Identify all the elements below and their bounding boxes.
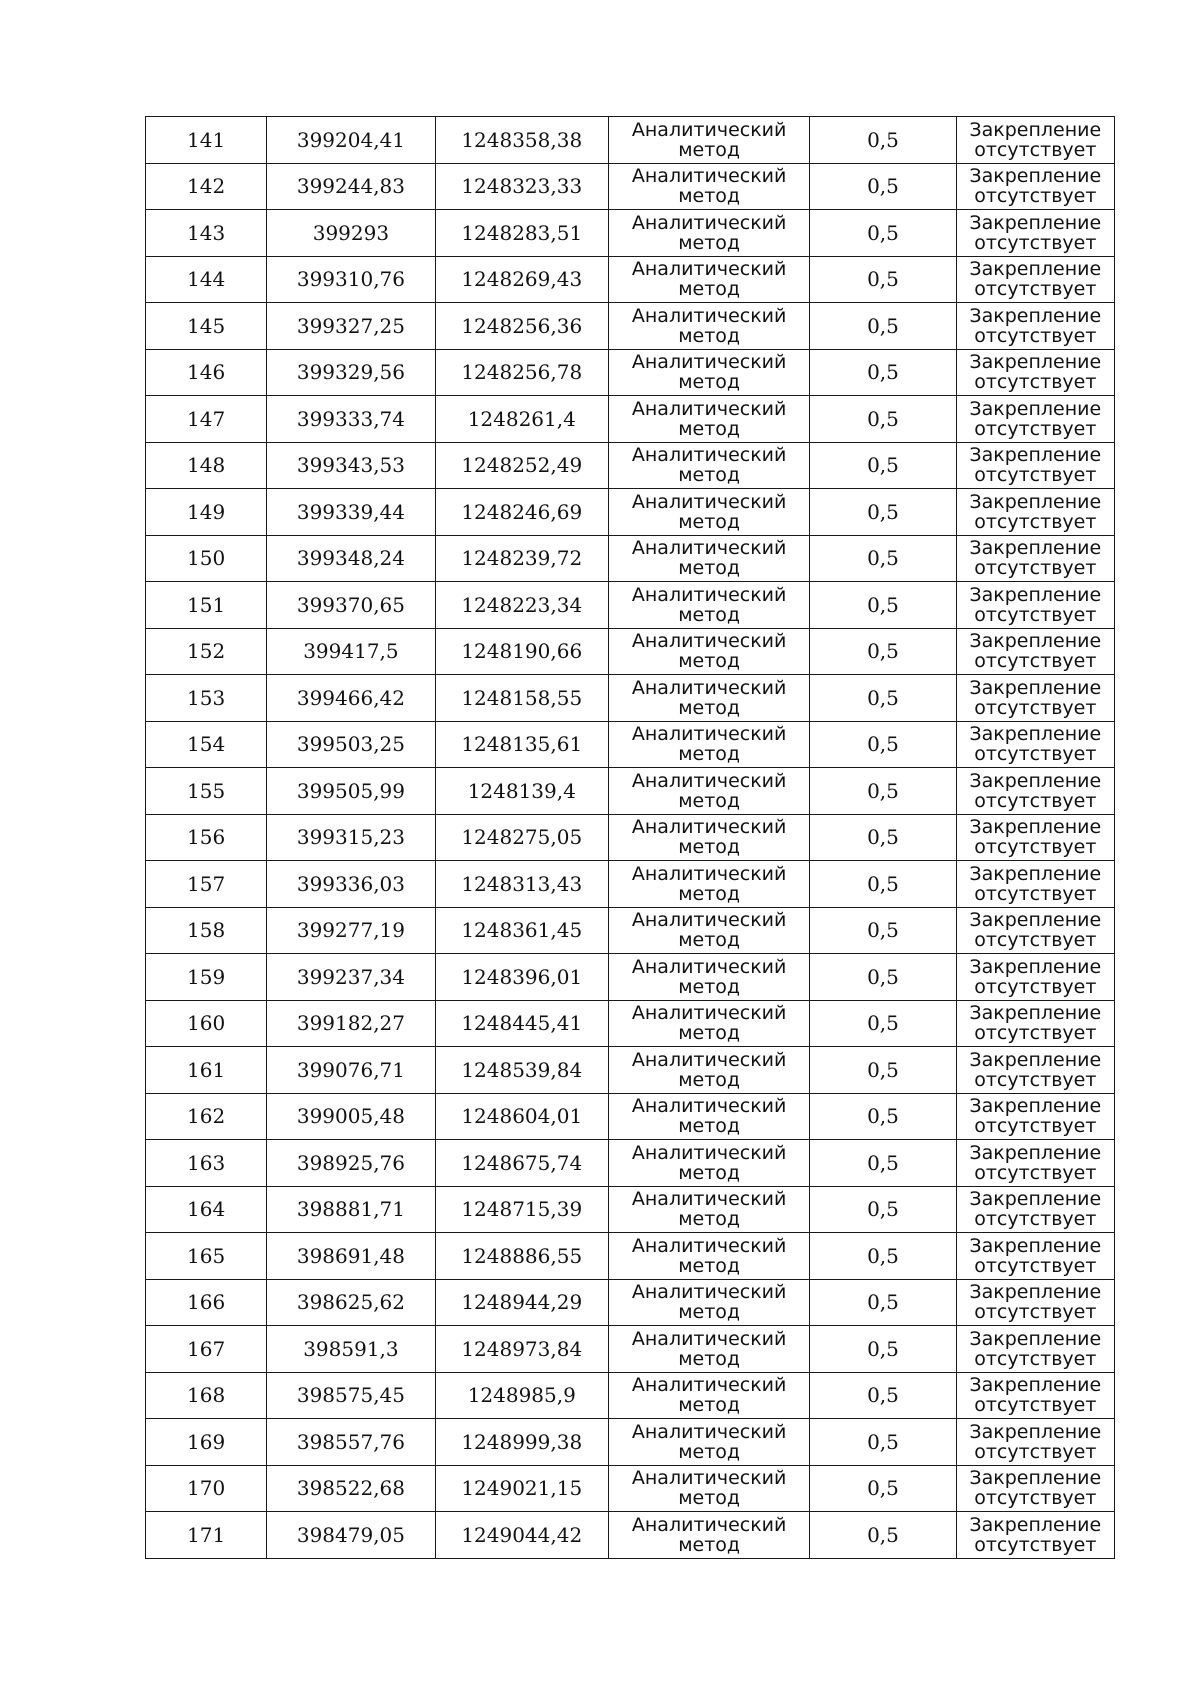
accuracy-cell: 0,5 <box>810 535 956 582</box>
table-row <box>146 582 1115 629</box>
fixing-description-cell: Закрепление отсутствует <box>956 1512 1114 1559</box>
method-cell: Аналитический метод <box>608 256 809 303</box>
y-coordinate-cell: 1248361,45 <box>435 907 608 954</box>
method-cell: Аналитический метод <box>608 163 809 210</box>
method-cell: Аналитический метод <box>608 349 809 396</box>
table-row <box>146 907 1115 954</box>
fixing-description-cell: Закрепление отсутствует <box>956 256 1114 303</box>
accuracy-cell: 0,5 <box>810 210 956 257</box>
x-coordinate-cell: 399339,44 <box>267 489 435 536</box>
x-coordinate-cell: 398479,05 <box>267 1512 435 1559</box>
table-row <box>146 489 1115 536</box>
point-number-cell: 157 <box>146 861 267 908</box>
fixing-description-cell: Закрепление отсутствует <box>956 1047 1114 1094</box>
point-number-cell: 158 <box>146 907 267 954</box>
point-number-cell: 166 <box>146 1279 267 1326</box>
y-coordinate-cell: 1248135,61 <box>435 721 608 768</box>
fixing-description-cell: Закрепление отсутствует <box>956 1233 1114 1280</box>
y-coordinate-cell: 1248715,39 <box>435 1186 608 1233</box>
table-row <box>146 163 1115 210</box>
point-number-cell: 152 <box>146 628 267 675</box>
x-coordinate-cell: 399417,5 <box>267 628 435 675</box>
table-row <box>146 349 1115 396</box>
x-coordinate-cell: 399315,23 <box>267 814 435 861</box>
accuracy-cell: 0,5 <box>810 1047 956 1094</box>
fixing-description-cell: Закрепление отсутствует <box>956 1465 1114 1512</box>
table-row <box>146 210 1115 257</box>
point-number-cell: 153 <box>146 675 267 722</box>
y-coordinate-cell: 1248396,01 <box>435 954 608 1001</box>
accuracy-cell: 0,5 <box>810 163 956 210</box>
accuracy-cell: 0,5 <box>810 1419 956 1466</box>
x-coordinate-cell: 399005,48 <box>267 1093 435 1140</box>
x-coordinate-cell: 399336,03 <box>267 861 435 908</box>
accuracy-cell: 0,5 <box>810 1372 956 1419</box>
fixing-description-cell: Закрепление отсутствует <box>956 1093 1114 1140</box>
accuracy-cell: 0,5 <box>810 1326 956 1373</box>
point-number-cell: 165 <box>146 1233 267 1280</box>
accuracy-cell: 0,5 <box>810 442 956 489</box>
x-coordinate-cell: 399310,76 <box>267 256 435 303</box>
method-cell: Аналитический метод <box>608 814 809 861</box>
table-row <box>146 768 1115 815</box>
accuracy-cell: 0,5 <box>810 1000 956 1047</box>
y-coordinate-cell: 1248246,69 <box>435 489 608 536</box>
table-row <box>146 1000 1115 1047</box>
method-cell: Аналитический метод <box>608 210 809 257</box>
fixing-description-cell: Закрепление отсутствует <box>956 396 1114 443</box>
y-coordinate-cell: 1248223,34 <box>435 582 608 629</box>
fixing-description-cell: Закрепление отсутствует <box>956 1000 1114 1047</box>
table-row <box>146 1186 1115 1233</box>
y-coordinate-cell: 1248886,55 <box>435 1233 608 1280</box>
table-row <box>146 1465 1115 1512</box>
method-cell: Аналитический метод <box>608 721 809 768</box>
table-row <box>146 861 1115 908</box>
y-coordinate-cell: 1248445,41 <box>435 1000 608 1047</box>
x-coordinate-cell: 399503,25 <box>267 721 435 768</box>
coordinates-table <box>145 116 1115 1559</box>
table-row <box>146 1326 1115 1373</box>
accuracy-cell: 0,5 <box>810 303 956 350</box>
fixing-description-cell: Закрепление отсутствует <box>956 535 1114 582</box>
y-coordinate-cell: 1248539,84 <box>435 1047 608 1094</box>
y-coordinate-cell: 1249021,15 <box>435 1465 608 1512</box>
fixing-description-cell: Закрепление отсутствует <box>956 1279 1114 1326</box>
method-cell: Аналитический метод <box>608 1419 809 1466</box>
x-coordinate-cell: 399329,56 <box>267 349 435 396</box>
accuracy-cell: 0,5 <box>810 721 956 768</box>
table-row <box>146 117 1115 164</box>
table-row <box>146 1419 1115 1466</box>
method-cell: Аналитический метод <box>608 1093 809 1140</box>
y-coordinate-cell: 1248256,36 <box>435 303 608 350</box>
x-coordinate-cell: 399343,53 <box>267 442 435 489</box>
method-cell: Аналитический метод <box>608 1233 809 1280</box>
method-cell: Аналитический метод <box>608 628 809 675</box>
accuracy-cell: 0,5 <box>810 1465 956 1512</box>
x-coordinate-cell: 399244,83 <box>267 163 435 210</box>
method-cell: Аналитический метод <box>608 535 809 582</box>
x-coordinate-cell: 399204,41 <box>267 117 435 164</box>
fixing-description-cell: Закрепление отсутствует <box>956 628 1114 675</box>
y-coordinate-cell: 1248252,49 <box>435 442 608 489</box>
fixing-description-cell: Закрепление отсутствует <box>956 861 1114 908</box>
table-row <box>146 675 1115 722</box>
fixing-description-cell: Закрепление отсутствует <box>956 442 1114 489</box>
method-cell: Аналитический метод <box>608 303 809 350</box>
fixing-description-cell: Закрепление отсутствует <box>956 675 1114 722</box>
accuracy-cell: 0,5 <box>810 582 956 629</box>
accuracy-cell: 0,5 <box>810 396 956 443</box>
point-number-cell: 154 <box>146 721 267 768</box>
accuracy-cell: 0,5 <box>810 1512 956 1559</box>
fixing-description-cell: Закрепление отсутствует <box>956 1419 1114 1466</box>
method-cell: Аналитический метод <box>608 396 809 443</box>
method-cell: Аналитический метод <box>608 954 809 1001</box>
x-coordinate-cell: 399237,34 <box>267 954 435 1001</box>
fixing-description-cell: Закрепление отсутствует <box>956 210 1114 257</box>
point-number-cell: 145 <box>146 303 267 350</box>
table-row <box>146 442 1115 489</box>
accuracy-cell: 0,5 <box>810 1279 956 1326</box>
y-coordinate-cell: 1248275,05 <box>435 814 608 861</box>
y-coordinate-cell: 1248323,33 <box>435 163 608 210</box>
table-row <box>146 954 1115 1001</box>
fixing-description-cell: Закрепление отсутствует <box>956 303 1114 350</box>
method-cell: Аналитический метод <box>608 489 809 536</box>
table-row <box>146 1140 1115 1187</box>
y-coordinate-cell: 1248944,29 <box>435 1279 608 1326</box>
fixing-description-cell: Закрепление отсутствует <box>956 1326 1114 1373</box>
point-number-cell: 146 <box>146 349 267 396</box>
y-coordinate-cell: 1248675,74 <box>435 1140 608 1187</box>
point-number-cell: 147 <box>146 396 267 443</box>
x-coordinate-cell: 399348,24 <box>267 535 435 582</box>
method-cell: Аналитический метод <box>608 861 809 908</box>
point-number-cell: 163 <box>146 1140 267 1187</box>
method-cell: Аналитический метод <box>608 582 809 629</box>
point-number-cell: 161 <box>146 1047 267 1094</box>
table-row <box>146 814 1115 861</box>
x-coordinate-cell: 399277,19 <box>267 907 435 954</box>
x-coordinate-cell: 399327,25 <box>267 303 435 350</box>
x-coordinate-cell: 399293 <box>267 210 435 257</box>
method-cell: Аналитический метод <box>608 1326 809 1373</box>
point-number-cell: 170 <box>146 1465 267 1512</box>
y-coordinate-cell: 1248239,72 <box>435 535 608 582</box>
point-number-cell: 151 <box>146 582 267 629</box>
y-coordinate-cell: 1248261,4 <box>435 396 608 443</box>
point-number-cell: 167 <box>146 1326 267 1373</box>
point-number-cell: 160 <box>146 1000 267 1047</box>
y-coordinate-cell: 1248973,84 <box>435 1326 608 1373</box>
point-number-cell: 164 <box>146 1186 267 1233</box>
table-row <box>146 396 1115 443</box>
accuracy-cell: 0,5 <box>810 814 956 861</box>
x-coordinate-cell: 398691,48 <box>267 1233 435 1280</box>
x-coordinate-cell: 398881,71 <box>267 1186 435 1233</box>
accuracy-cell: 0,5 <box>810 489 956 536</box>
table-row <box>146 1093 1115 1140</box>
x-coordinate-cell: 398591,3 <box>267 1326 435 1373</box>
method-cell: Аналитический метод <box>608 117 809 164</box>
y-coordinate-cell: 1249044,42 <box>435 1512 608 1559</box>
point-number-cell: 142 <box>146 163 267 210</box>
point-number-cell: 168 <box>146 1372 267 1419</box>
point-number-cell: 162 <box>146 1093 267 1140</box>
accuracy-cell: 0,5 <box>810 628 956 675</box>
accuracy-cell: 0,5 <box>810 675 956 722</box>
fixing-description-cell: Закрепление отсутствует <box>956 582 1114 629</box>
table-row <box>146 303 1115 350</box>
table-row <box>146 1279 1115 1326</box>
method-cell: Аналитический метод <box>608 1372 809 1419</box>
fixing-description-cell: Закрепление отсутствует <box>956 349 1114 396</box>
x-coordinate-cell: 399466,42 <box>267 675 435 722</box>
y-coordinate-cell: 1248604,01 <box>435 1093 608 1140</box>
method-cell: Аналитический метод <box>608 1279 809 1326</box>
accuracy-cell: 0,5 <box>810 349 956 396</box>
fixing-description-cell: Закрепление отсутствует <box>956 489 1114 536</box>
y-coordinate-cell: 1248283,51 <box>435 210 608 257</box>
fixing-description-cell: Закрепление отсутствует <box>956 954 1114 1001</box>
fixing-description-cell: Закрепление отсутствует <box>956 1372 1114 1419</box>
point-number-cell: 148 <box>146 442 267 489</box>
method-cell: Аналитический метод <box>608 1186 809 1233</box>
fixing-description-cell: Закрепление отсутствует <box>956 117 1114 164</box>
accuracy-cell: 0,5 <box>810 768 956 815</box>
table-row <box>146 1047 1115 1094</box>
point-number-cell: 150 <box>146 535 267 582</box>
point-number-cell: 169 <box>146 1419 267 1466</box>
accuracy-cell: 0,5 <box>810 1186 956 1233</box>
fixing-description-cell: Закрепление отсутствует <box>956 814 1114 861</box>
table-row <box>146 1512 1115 1559</box>
y-coordinate-cell: 1248358,38 <box>435 117 608 164</box>
x-coordinate-cell: 399076,71 <box>267 1047 435 1094</box>
point-number-cell: 141 <box>146 117 267 164</box>
accuracy-cell: 0,5 <box>810 907 956 954</box>
fixing-description-cell: Закрепление отсутствует <box>956 1140 1114 1187</box>
accuracy-cell: 0,5 <box>810 117 956 164</box>
method-cell: Аналитический метод <box>608 768 809 815</box>
point-number-cell: 149 <box>146 489 267 536</box>
method-cell: Аналитический метод <box>608 1140 809 1187</box>
x-coordinate-cell: 398522,68 <box>267 1465 435 1512</box>
table-row <box>146 1372 1115 1419</box>
x-coordinate-cell: 399370,65 <box>267 582 435 629</box>
x-coordinate-cell: 398925,76 <box>267 1140 435 1187</box>
fixing-description-cell: Закрепление отсутствует <box>956 721 1114 768</box>
method-cell: Аналитический метод <box>608 442 809 489</box>
x-coordinate-cell: 398625,62 <box>267 1279 435 1326</box>
table-row <box>146 628 1115 675</box>
x-coordinate-cell: 398575,45 <box>267 1372 435 1419</box>
point-number-cell: 155 <box>146 768 267 815</box>
method-cell: Аналитический метод <box>608 1000 809 1047</box>
method-cell: Аналитический метод <box>608 1047 809 1094</box>
fixing-description-cell: Закрепление отсутствует <box>956 1186 1114 1233</box>
method-cell: Аналитический метод <box>608 907 809 954</box>
accuracy-cell: 0,5 <box>810 1093 956 1140</box>
point-number-cell: 159 <box>146 954 267 1001</box>
point-number-cell: 171 <box>146 1512 267 1559</box>
fixing-description-cell: Закрепление отсутствует <box>956 163 1114 210</box>
y-coordinate-cell: 1248999,38 <box>435 1419 608 1466</box>
accuracy-cell: 0,5 <box>810 861 956 908</box>
y-coordinate-cell: 1248256,78 <box>435 349 608 396</box>
y-coordinate-cell: 1248139,4 <box>435 768 608 815</box>
x-coordinate-cell: 399182,27 <box>267 1000 435 1047</box>
point-number-cell: 144 <box>146 256 267 303</box>
accuracy-cell: 0,5 <box>810 954 956 1001</box>
point-number-cell: 143 <box>146 210 267 257</box>
point-number-cell: 156 <box>146 814 267 861</box>
table-body <box>146 117 1115 1559</box>
x-coordinate-cell: 399505,99 <box>267 768 435 815</box>
fixing-description-cell: Закрепление отсутствует <box>956 768 1114 815</box>
table-row <box>146 721 1115 768</box>
table-row <box>146 535 1115 582</box>
x-coordinate-cell: 399333,74 <box>267 396 435 443</box>
y-coordinate-cell: 1248158,55 <box>435 675 608 722</box>
y-coordinate-cell: 1248313,43 <box>435 861 608 908</box>
x-coordinate-cell: 398557,76 <box>267 1419 435 1466</box>
accuracy-cell: 0,5 <box>810 1233 956 1280</box>
method-cell: Аналитический метод <box>608 1512 809 1559</box>
y-coordinate-cell: 1248269,43 <box>435 256 608 303</box>
method-cell: Аналитический метод <box>608 675 809 722</box>
method-cell: Аналитический метод <box>608 1465 809 1512</box>
accuracy-cell: 0,5 <box>810 1140 956 1187</box>
fixing-description-cell: Закрепление отсутствует <box>956 907 1114 954</box>
table-row <box>146 1233 1115 1280</box>
table-row <box>146 256 1115 303</box>
y-coordinate-cell: 1248985,9 <box>435 1372 608 1419</box>
accuracy-cell: 0,5 <box>810 256 956 303</box>
y-coordinate-cell: 1248190,66 <box>435 628 608 675</box>
